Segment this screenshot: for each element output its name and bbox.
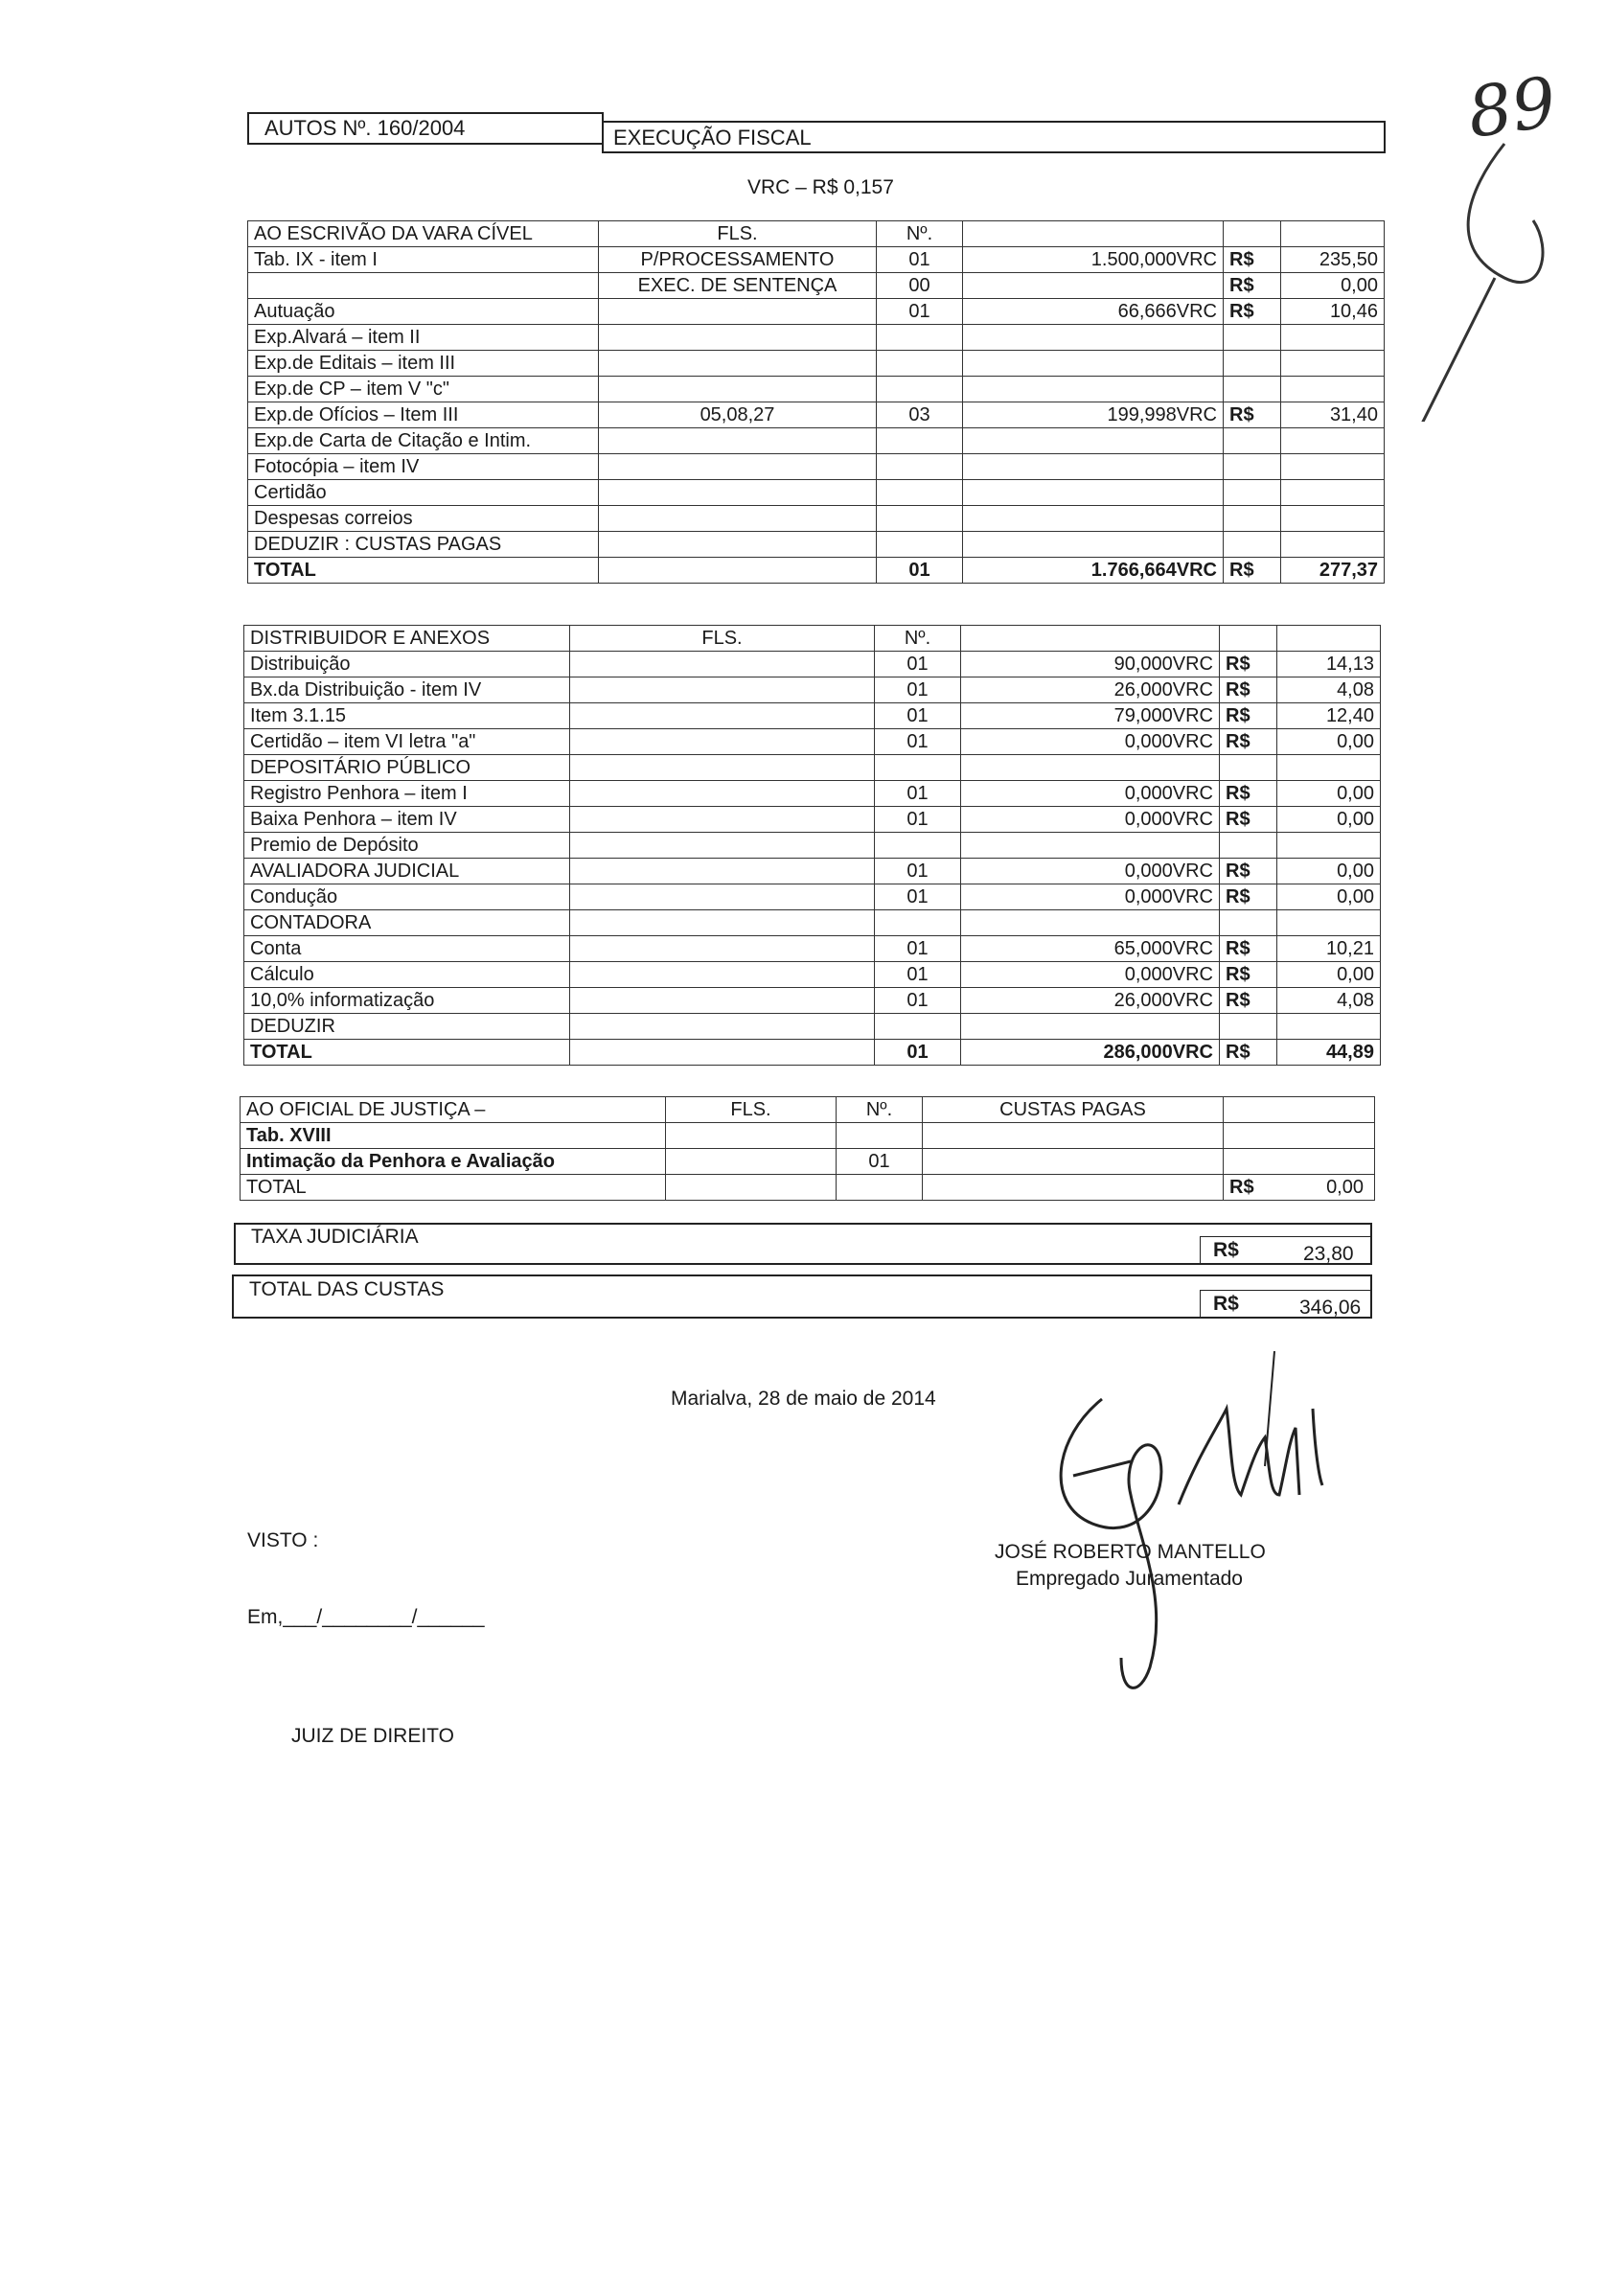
distribuidor-cell-rs: R$ [1220,729,1277,755]
escrivao-cell-val [1281,351,1385,377]
escrivao-row [248,558,1385,584]
distribuidor-cell-n: 01 [875,652,961,677]
escrivao-cell-val [1281,428,1385,454]
distribuidor-cell-item: Item 3.1.15 [244,703,570,729]
escrivao-row [248,299,1385,325]
distribuidor-cell-n: 01 [875,729,961,755]
distribuidor-cell-fls [570,755,875,781]
escrivao-cell-rs [1224,532,1281,558]
oficial-empty-cell [837,1123,923,1149]
distribuidor-cell-val [1277,910,1381,936]
distribuidor-cell-fls [570,936,875,962]
distribuidor-cell-val: 0,00 [1277,859,1381,884]
escrivao-cell-n [877,532,963,558]
escrivao-cell-n: 00 [877,273,963,299]
escrivao-cell-n: 01 [877,558,963,584]
escrivao-cell-vrc [963,428,1224,454]
distribuidor-cell-fls [570,833,875,859]
distribuidor-cell-fls: FLS. [570,626,875,652]
distribuidor-cell-fls [570,884,875,910]
escrivao-cell-val [1281,325,1385,351]
escrivao-cell-vrc [963,532,1224,558]
distribuidor-cell-val [1277,1014,1381,1040]
oficial-empty-cell [666,1175,837,1201]
escrivao-cell-rs [1224,454,1281,480]
distribuidor-cell-vrc [961,833,1220,859]
distribuidor-cell-item: TOTAL [244,1040,570,1066]
distribuidor-cell-val: 4,08 [1277,988,1381,1014]
escrivao-cell-item: Exp.de CP – item V "c" [248,377,599,402]
escrivao-cell-val [1281,506,1385,532]
distribuidor-row [244,807,1381,833]
escrivao-row [248,325,1385,351]
distribuidor-cell-item: Cálculo [244,962,570,988]
distribuidor-cell-fls [570,1040,875,1066]
distribuidor-cell-vrc [961,910,1220,936]
distribuidor-cell-item: DEPOSITÁRIO PÚBLICO [244,755,570,781]
escrivao-row [248,221,1385,247]
oficial-total-rs: R$ [1229,1177,1254,1198]
escrivao-cell-fls [599,558,877,584]
distribuidor-row [244,884,1381,910]
distribuidor-cell-vrc: 65,000VRC [961,936,1220,962]
escrivao-cell-item: AO ESCRIVÃO DA VARA CÍVEL [248,221,599,247]
oficial-col-custas: CUSTAS PAGAS [923,1097,1224,1123]
distribuidor-cell-fls [570,910,875,936]
escrivao-cell-val: 31,40 [1281,402,1385,428]
escrivao-cell-item: Autuação [248,299,599,325]
distribuidor-row [244,936,1381,962]
escrivao-cell-n: 01 [877,299,963,325]
distribuidor-cell-vrc: 0,000VRC [961,729,1220,755]
distribuidor-row [244,988,1381,1014]
escrivao-cell-n: Nº. [877,221,963,247]
distribuidor-cell-n: Nº. [875,626,961,652]
distribuidor-cell-n [875,833,961,859]
distribuidor-cell-item: Registro Penhora – item I [244,781,570,807]
escrivao-cell-rs [1224,221,1281,247]
escrivao-cell-val [1281,221,1385,247]
distribuidor-cell-vrc: 26,000VRC [961,988,1220,1014]
distribuidor-cell-item: Condução [244,884,570,910]
distribuidor-cell-item: CONTADORA [244,910,570,936]
distribuidor-cell-rs [1220,1014,1277,1040]
escrivao-cell-n [877,454,963,480]
distribuidor-row [244,677,1381,703]
distribuidor-row [244,1014,1381,1040]
distribuidor-cell-fls [570,962,875,988]
distribuidor-cell-fls [570,859,875,884]
em-date-line: Em,___/________/______ [247,1606,485,1628]
escrivao-row [248,506,1385,532]
visto-label: VISTO : [247,1529,319,1551]
distribuidor-cell-fls [570,807,875,833]
folio-number: 89 [1462,61,1562,153]
distribuidor-cell-item: Certidão – item VI letra "a" [244,729,570,755]
distribuidor-cell-item: Conta [244,936,570,962]
escrivao-cell-n: 03 [877,402,963,428]
distribuidor-cell-val: 0,00 [1277,807,1381,833]
escrivao-cell-rs: R$ [1224,247,1281,273]
signer-name: JOSÉ ROBERTO MANTELLO [995,1541,1266,1563]
oficial-total-label: TOTAL [241,1175,666,1201]
execucao-label: EXECUÇÃO FISCAL [613,126,812,149]
distribuidor-cell-rs: R$ [1220,962,1277,988]
taxa-label: TAXA JUDICIÁRIA [251,1226,419,1248]
distribuidor-cell-fls [570,729,875,755]
distribuidor-cell-n: 01 [875,936,961,962]
escrivao-cell-vrc [963,351,1224,377]
escrivao-cell-item [248,273,599,299]
distribuidor-cell-vrc: 26,000VRC [961,677,1220,703]
distribuidor-cell-n: 01 [875,677,961,703]
escrivao-row [248,351,1385,377]
escrivao-cell-item: DEDUZIR : CUSTAS PAGAS [248,532,599,558]
vrc-value: VRC – R$ 0,157 [747,176,894,198]
distribuidor-cell-n [875,755,961,781]
escrivao-cell-val: 0,00 [1281,273,1385,299]
escrivao-cell-rs [1224,351,1281,377]
distribuidor-cell-rs: R$ [1220,884,1277,910]
distribuidor-cell-vrc: 90,000VRC [961,652,1220,677]
distribuidor-cell-vrc: 0,000VRC [961,807,1220,833]
distribuidor-cell-vrc: 79,000VRC [961,703,1220,729]
oficial-tab-row [241,1123,1375,1149]
oficial-empty-cell [923,1175,1224,1201]
distribuidor-cell-n: 01 [875,962,961,988]
folio-scribble [1389,57,1581,422]
escrivao-cell-vrc [963,377,1224,402]
oficial-col-fls: FLS. [666,1097,837,1123]
escrivao-cell-n [877,377,963,402]
escrivao-cell-vrc [963,480,1224,506]
escrivao-cell-rs: R$ [1224,402,1281,428]
escrivao-cell-vrc [963,454,1224,480]
distribuidor-cell-rs: R$ [1220,652,1277,677]
escrivao-cell-vrc: 1.500,000VRC [963,247,1224,273]
distribuidor-cell-rs: R$ [1220,1040,1277,1066]
distribuidor-cell-n: 01 [875,859,961,884]
distribuidor-cell-item: DEDUZIR [244,1014,570,1040]
escrivao-cell-item: Despesas correios [248,506,599,532]
distribuidor-row [244,755,1381,781]
escrivao-cell-item: Exp.de Carta de Citação e Intim. [248,428,599,454]
escrivao-cell-n [877,325,963,351]
escrivao-cell-vrc: 1.766,664VRC [963,558,1224,584]
escrivao-row [248,480,1385,506]
distribuidor-cell-rs [1220,910,1277,936]
distribuidor-cell-vrc [961,1014,1220,1040]
escrivao-cell-item: TOTAL [248,558,599,584]
distribuidor-cell-fls [570,703,875,729]
distribuidor-row [244,703,1381,729]
total-custas-rs: R$ [1213,1293,1239,1315]
escrivao-cell-fls [599,480,877,506]
escrivao-row [248,377,1385,402]
oficial-intimacao: Intimação da Penhora e Avaliação [241,1149,666,1175]
oficial-total-row [241,1175,1375,1201]
signer-role: Empregado Juramentado [1016,1568,1243,1590]
distribuidor-cell-val: 10,21 [1277,936,1381,962]
escrivao-cell-val: 10,46 [1281,299,1385,325]
distribuidor-cell-item: Distribuição [244,652,570,677]
escrivao-row [248,454,1385,480]
escrivao-cell-rs: R$ [1224,558,1281,584]
oficial-intimacao-row [241,1149,1375,1175]
distribuidor-cell-val [1277,755,1381,781]
escrivao-cell-vrc: 66,666VRC [963,299,1224,325]
oficial-empty-cell [666,1123,837,1149]
distribuidor-cell-n: 01 [875,703,961,729]
escrivao-cell-item: Exp.de Ofícios – Item III [248,402,599,428]
distribuidor-cell-item: Baixa Penhora – item IV [244,807,570,833]
distribuidor-cell-val: 12,40 [1277,703,1381,729]
oficial-total-val: 0,00 [1326,1177,1364,1198]
distribuidor-cell-rs [1220,626,1277,652]
distribuidor-cell-n: 01 [875,1040,961,1066]
distribuidor-cell-val: 0,00 [1277,962,1381,988]
distribuidor-cell-vrc: 0,000VRC [961,859,1220,884]
juiz-label: JUIZ DE DIREITO [291,1725,454,1747]
escrivao-cell-val [1281,454,1385,480]
oficial-empty-cell [1224,1123,1375,1149]
distribuidor-cell-n [875,910,961,936]
escrivao-cell-val: 277,37 [1281,558,1385,584]
distribuidor-cell-n [875,1014,961,1040]
escrivao-cell-vrc [963,273,1224,299]
oficial-empty-cell [1224,1149,1375,1175]
oficial-empty-cell [923,1149,1224,1175]
escrivao-cell-item: Certidão [248,480,599,506]
escrivao-cell-rs [1224,428,1281,454]
escrivao-cell-fls [599,454,877,480]
distribuidor-cell-n: 01 [875,884,961,910]
escrivao-row [248,247,1385,273]
escrivao-cell-fls [599,325,877,351]
oficial-title: AO OFICIAL DE JUSTIÇA – [241,1097,666,1123]
distribuidor-cell-rs [1220,755,1277,781]
escrivao-row [248,402,1385,428]
distribuidor-row [244,652,1381,677]
escrivao-cell-n [877,506,963,532]
oficial-col-n: Nº. [837,1097,923,1123]
distribuidor-cell-rs [1220,833,1277,859]
distribuidor-cell-fls [570,781,875,807]
distribuidor-cell-n: 01 [875,988,961,1014]
distribuidor-cell-vrc [961,755,1220,781]
escrivao-cell-val [1281,480,1385,506]
distribuidor-cell-val: 0,00 [1277,884,1381,910]
distribuidor-cell-vrc: 286,000VRC [961,1040,1220,1066]
distribuidor-cell-vrc: 0,000VRC [961,781,1220,807]
distribuidor-cell-rs: R$ [1220,781,1277,807]
oficial-total-value-cell [1224,1175,1375,1201]
distribuidor-row [244,781,1381,807]
escrivao-cell-fls [599,428,877,454]
escrivao-cell-fls [599,506,877,532]
escrivao-cell-val [1281,532,1385,558]
oficial-header-row [241,1097,1375,1123]
distribuidor-cell-fls [570,988,875,1014]
escrivao-cell-rs: R$ [1224,299,1281,325]
escrivao-cell-item: Tab. IX - item I [248,247,599,273]
distribuidor-row [244,626,1381,652]
escrivao-cell-vrc [963,325,1224,351]
oficial-empty-cell [666,1149,837,1175]
distribuidor-cell-val: 4,08 [1277,677,1381,703]
distribuidor-cell-rs: R$ [1220,807,1277,833]
escrivao-cell-fls: FLS. [599,221,877,247]
escrivao-cell-n [877,480,963,506]
escrivao-cell-rs [1224,377,1281,402]
escrivao-cell-fls: P/PROCESSAMENTO [599,247,877,273]
distribuidor-cell-fls [570,652,875,677]
taxa-value: 23,80 [1303,1243,1354,1265]
escrivao-cell-rs [1224,480,1281,506]
distribuidor-row [244,859,1381,884]
oficial-empty-cell [1224,1097,1375,1123]
distribuidor-row [244,1040,1381,1066]
escrivao-cell-rs [1224,325,1281,351]
distribuidor-cell-val [1277,626,1381,652]
signature [1035,1351,1342,1706]
distribuidor-cell-val [1277,833,1381,859]
oficial-empty-cell [923,1123,1224,1149]
distribuidor-cell-rs: R$ [1220,936,1277,962]
escrivao-cell-fls [599,351,877,377]
oficial-intimacao-n: 01 [837,1149,923,1175]
distribuidor-cell-val: 44,89 [1277,1040,1381,1066]
distribuidor-row [244,729,1381,755]
distribuidor-table [243,625,1381,1066]
distribuidor-row [244,833,1381,859]
distribuidor-cell-val: 0,00 [1277,729,1381,755]
escrivao-table [247,220,1385,584]
distribuidor-cell-item: DISTRIBUIDOR E ANEXOS [244,626,570,652]
escrivao-cell-n: 01 [877,247,963,273]
oficial-empty-cell [837,1175,923,1201]
distribuidor-cell-rs: R$ [1220,677,1277,703]
escrivao-cell-vrc [963,221,1224,247]
escrivao-cell-item: Exp.de Editais – item III [248,351,599,377]
autos-number: AUTOS Nº. 160/2004 [264,116,466,140]
escrivao-row [248,428,1385,454]
escrivao-cell-fls [599,377,877,402]
escrivao-row [248,532,1385,558]
distribuidor-cell-fls [570,1014,875,1040]
total-custas-label: TOTAL DAS CUSTAS [249,1278,445,1300]
distribuidor-cell-item: 10,0% informatização [244,988,570,1014]
escrivao-cell-rs: R$ [1224,273,1281,299]
escrivao-cell-item: Fotocópia – item IV [248,454,599,480]
escrivao-cell-vrc [963,506,1224,532]
distribuidor-cell-vrc [961,626,1220,652]
distribuidor-cell-vrc: 0,000VRC [961,962,1220,988]
escrivao-cell-rs [1224,506,1281,532]
distribuidor-cell-rs: R$ [1220,703,1277,729]
oficial-table [240,1096,1375,1201]
escrivao-cell-fls: EXEC. DE SENTENÇA [599,273,877,299]
distribuidor-row [244,962,1381,988]
escrivao-cell-fls [599,532,877,558]
escrivao-cell-val [1281,377,1385,402]
distribuidor-cell-item: Bx.da Distribuição - item IV [244,677,570,703]
distribuidor-row [244,910,1381,936]
distribuidor-cell-val: 0,00 [1277,781,1381,807]
distribuidor-cell-item: Premio de Depósito [244,833,570,859]
escrivao-cell-vrc: 199,998VRC [963,402,1224,428]
escrivao-cell-n [877,351,963,377]
distribuidor-cell-val: 14,13 [1277,652,1381,677]
escrivao-cell-val: 235,50 [1281,247,1385,273]
place-date: Marialva, 28 de maio de 2014 [671,1388,936,1410]
oficial-tab: Tab. XVIII [241,1123,666,1149]
escrivao-cell-n [877,428,963,454]
distribuidor-cell-item: AVALIADORA JUDICIAL [244,859,570,884]
distribuidor-cell-n: 01 [875,781,961,807]
escrivao-cell-fls: 05,08,27 [599,402,877,428]
taxa-rs: R$ [1213,1239,1239,1261]
distribuidor-cell-n: 01 [875,807,961,833]
distribuidor-cell-vrc: 0,000VRC [961,884,1220,910]
escrivao-cell-fls [599,299,877,325]
distribuidor-cell-rs: R$ [1220,988,1277,1014]
escrivao-row [248,273,1385,299]
distribuidor-cell-rs: R$ [1220,859,1277,884]
distribuidor-cell-fls [570,677,875,703]
total-custas-value: 346,06 [1299,1297,1362,1319]
escrivao-cell-item: Exp.Alvará – item II [248,325,599,351]
